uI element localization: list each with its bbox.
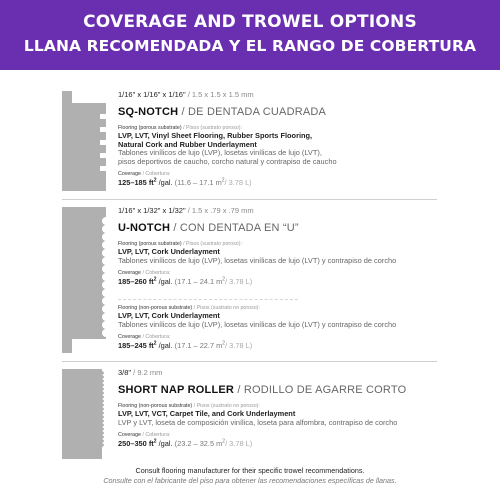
trowel-name: U-NOTCH / CON DENTADA EN “U” — [118, 222, 299, 234]
flooring-english: LVP, LVT, VCT, Carpet Tile, and Cork Underlayment — [118, 409, 296, 418]
footer-spanish: Consulte con el fabricante del piso para obtener las recomendaciones específicas de llanas. — [103, 476, 397, 485]
notch-size: 1/16" x 1/16" x 1/16" / 1.5 x 1.5 x 1.5 mm — [118, 90, 254, 99]
square-notch-trowel-icon — [62, 91, 106, 191]
trowel-name: SQ-NOTCH / DE DENTADA CUADRADA — [118, 106, 327, 118]
trowel-name: SHORT NAP ROLLER / RODILLO DE AGARRE CORTO — [118, 384, 407, 396]
section-sq-notch — [118, 90, 488, 188]
flooring-label: Flooring (non-porous substrate) / Pisos (sustrato no poroso): — [118, 403, 260, 409]
flooring-label: Flooring (porous substrate) / Pisos (sustrato poroso): — [118, 241, 242, 247]
u-notch-trowel-icon — [62, 207, 106, 353]
section-divider — [62, 361, 437, 362]
flooring-english: Natural Cork and Rubber Underlayment — [118, 139, 257, 149]
section-u-notch — [118, 206, 488, 287]
header-banner — [0, 0, 500, 70]
footer-english: Consult flooring manufacturer for their specific trowel recommendations. — [135, 466, 365, 475]
coverage-value: 125–185 $ft^2$ /gal. (11.6 – 17.1 $m^2/$ 3.78 L) — [118, 177, 252, 187]
flooring-english: LVP, LVT, Cork Underlayment — [118, 311, 220, 320]
flooring-english: LVP, LVT, Cork Underlayment — [118, 247, 220, 256]
section-short-nap-roller — [118, 368, 488, 449]
flooring-spanish: Tablones vinílicos de lujo (LVP), losetas vinílicas de lujo (LVT), — [118, 148, 322, 157]
flooring-english: LVP, LVT, Vinyl Sheet Flooring, Rubber Sports Flooring, — [118, 131, 313, 140]
flooring-label: Flooring (non-porous substrate) / Pisos (sustrato no poroso): — [118, 305, 260, 311]
title-english: COVERAGE AND TROWEL OPTIONS — [83, 12, 417, 32]
coverage-value: 250–350 $ft^2$ /gal. (23.2 – 32.5 $m^2/$ 3.78 L) — [118, 438, 253, 448]
flooring-label: Flooring (porous substrate) / Pisos (sustrato poroso): — [118, 125, 242, 131]
flooring-spanish: Tablones vinílicos de lujo (LVP), losetas vinílicas de lujo (LVT) y contrapiso de corcho — [118, 255, 397, 265]
coverage-label: Coverage / Cobertura: — [118, 171, 171, 177]
footer-note — [0, 466, 500, 486]
roller-size: 3/8" / 9.2 mm — [118, 368, 163, 377]
coverage-value: 185–260 $ft^2$ /gal. (17.1 – 24.1 $m^2/$ 3.78 L) — [118, 276, 253, 286]
flooring-spanish: pisos deportivos de caucho, corcho natural y contrapiso de caucho — [118, 156, 337, 166]
coverage-label: Coverage / Cobertura: — [118, 334, 171, 340]
section-u-notch-nonporous — [118, 299, 488, 351]
section-divider — [62, 199, 437, 200]
flooring-spanish: Tablones vinílicos de lujo (LVP), losetas vinílicas de lujo (LVT) y contrapiso de corcho — [118, 319, 397, 329]
title-spanish: LLANA RECOMENDADA Y EL RANGO DE COBERTURA — [23, 37, 477, 55]
coverage-label: Coverage / Cobertura: — [118, 432, 171, 438]
coverage-value: 185–245 $ft^2$ /gal. (17.1 – 22.7 $m^2/$ 3.78 L) — [118, 340, 253, 350]
notch-size: 1/16" x 1/32" x 1/32" / 1.5 x .79 x .79 mm — [118, 206, 254, 215]
flooring-spanish: LVP y LVT, loseta de composición vinílica, loseta para alfombra, contrapiso de corcho — [118, 417, 398, 427]
roller-icon — [62, 369, 106, 459]
coverage-label: Coverage / Cobertura: — [118, 270, 171, 276]
